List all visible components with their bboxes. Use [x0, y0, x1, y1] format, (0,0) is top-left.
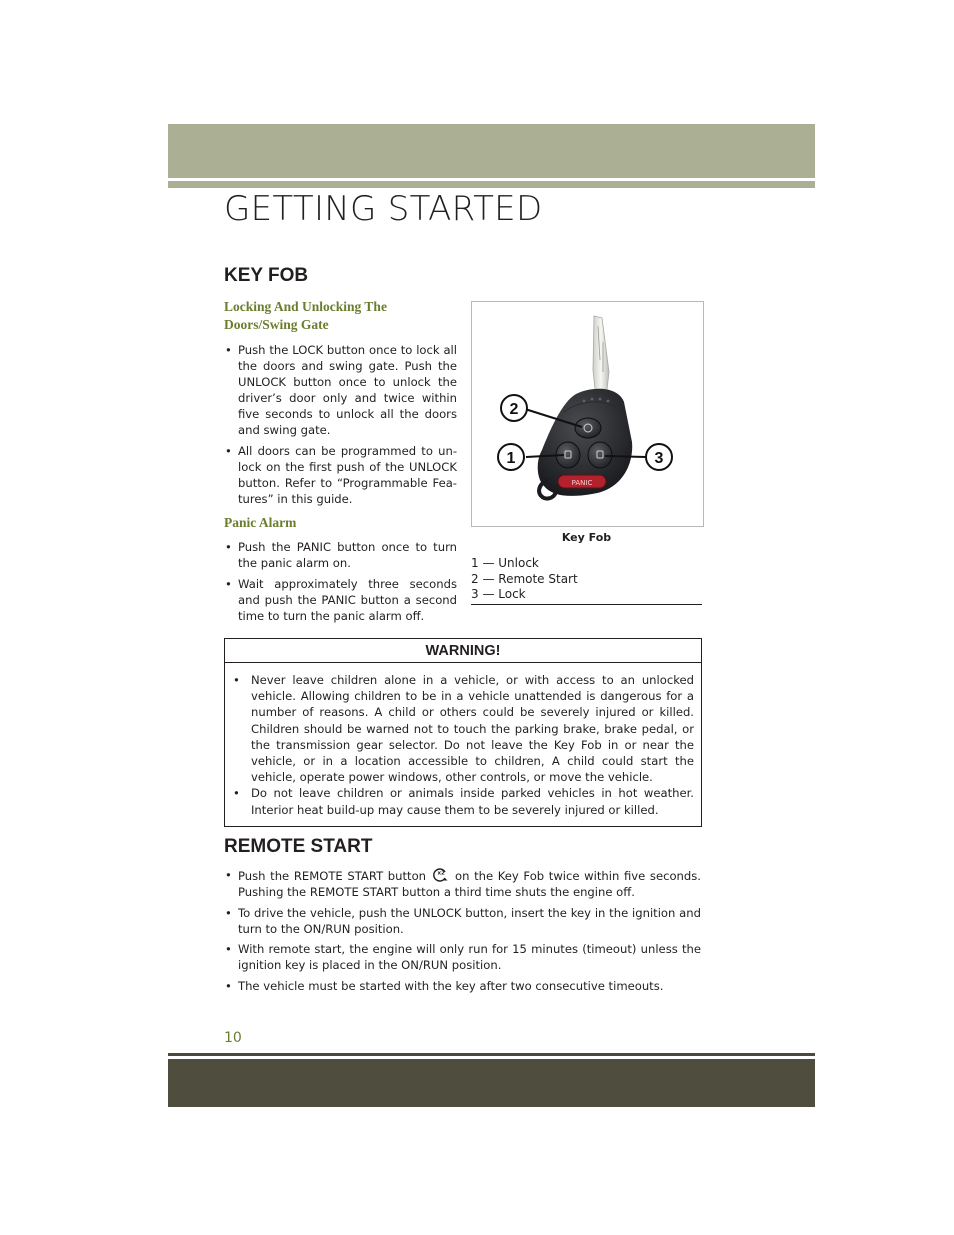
locking-subheading-line2: Doors/Swing Gate: [224, 317, 329, 332]
remote-start-bullet-text-before: Push the REMOTE START button: [238, 869, 427, 883]
panic-label: PANIC: [571, 479, 593, 487]
legend-item-remote-start: 2 — Remote Start: [471, 571, 578, 586]
key-fob-illustration: [472, 302, 703, 526]
remote-start-icon: [432, 867, 450, 883]
warning-bullet: • Do not leave children or animals inside parked vehicles in hot weather. Interior heat build-up may cause them to be severely injured or killed.: [233, 785, 694, 817]
callout-2: [501, 395, 527, 421]
header-band: [168, 124, 815, 178]
warning-list: [233, 672, 694, 818]
section-title: GETTING STARTED: [224, 189, 543, 229]
footer-rule: [168, 1053, 815, 1056]
warning-box: [224, 638, 702, 827]
figure-caption: Key Fob: [561, 531, 612, 544]
callout-3: [646, 444, 672, 470]
key-fob-figure: [471, 301, 704, 527]
remote-start-bullet: • The vehicle must be started with the key after two consecutive timeouts.: [224, 978, 701, 994]
warning-title: WARNING!: [225, 639, 701, 663]
key-blade: [593, 316, 609, 398]
remote-start-bullets: [224, 867, 701, 998]
locking-bullet: • All doors can be programmed to un-lock on the first push of the UNLOCK button. Refer to “Programmable Fea-tures” in this guide.: [224, 443, 457, 507]
footer-band: [168, 1059, 815, 1107]
lock-button-graphic: [588, 442, 612, 468]
panic-bullets: [224, 539, 457, 628]
legend-item-lock: 3 — Lock: [471, 587, 526, 602]
callout-2-label: 2: [509, 401, 519, 418]
remote-start-bullet: [224, 867, 701, 900]
header-stripe: [168, 181, 815, 188]
page-number: 10: [224, 1030, 242, 1046]
locking-subheading-line1: Locking And Unlocking The: [224, 299, 387, 314]
warning-bullet: • Never leave children alone in a vehicle, or with access to an unlocked vehicle. Allowing children to be in a vehicle unattended is dangerous for a number of reasons. A child or others could be severely injured or killed. Children should be warned not to touch the parking brake, brake pedal, or the transmission gear selector. Do not leave the Key Fob in or near the vehicle, or in a location accessible to children, A child could start the vehicle, operate power windows, other controls, or move the vehicle.: [233, 672, 694, 785]
legend-rule: [471, 604, 702, 605]
remote-start-heading: REMOTE START: [224, 836, 373, 857]
key-fob-heading: KEY FOB: [224, 265, 309, 286]
remote-start-button-graphic: [575, 418, 601, 438]
svg-text:x2: x2: [437, 870, 445, 877]
callout-1-label: 1: [506, 450, 516, 467]
remote-start-bullet: • To drive the vehicle, push the UNLOCK button, insert the key in the ignition and turn to the ON/RUN position.: [224, 905, 701, 937]
figure-legend: [471, 556, 702, 603]
remote-start-bullet: • With remote start, the engine will only run for 15 minutes (timeout) unless the ignition key is placed in the ON/RUN position.: [224, 941, 701, 973]
panic-subheading: Panic Alarm: [224, 515, 297, 530]
callout-3-label: 3: [654, 450, 664, 467]
panic-bullet: • Wait approximately three seconds and push the PANIC button a second time to turn the panic alarm off.: [224, 576, 457, 624]
legend-item-unlock: 1 — Unlock: [471, 556, 539, 570]
remote-start-bullet-text-after: on the Key Fob twice within five seconds. Pushing the REMOTE START button a third time shuts the engine off.: [238, 869, 701, 899]
locking-bullets: [224, 342, 457, 511]
locking-subheading: [224, 298, 387, 334]
panic-bullet: • Push the PANIC button once to turn the panic alarm on.: [224, 539, 457, 571]
callout-1: [498, 444, 524, 470]
locking-bullet: • Push the LOCK button once to lock all the doors and swing gate. Push the UNLOCK button once to unlock the driver’s door only and twice within five seconds to unlock all the doors and swing gate.: [224, 342, 457, 438]
